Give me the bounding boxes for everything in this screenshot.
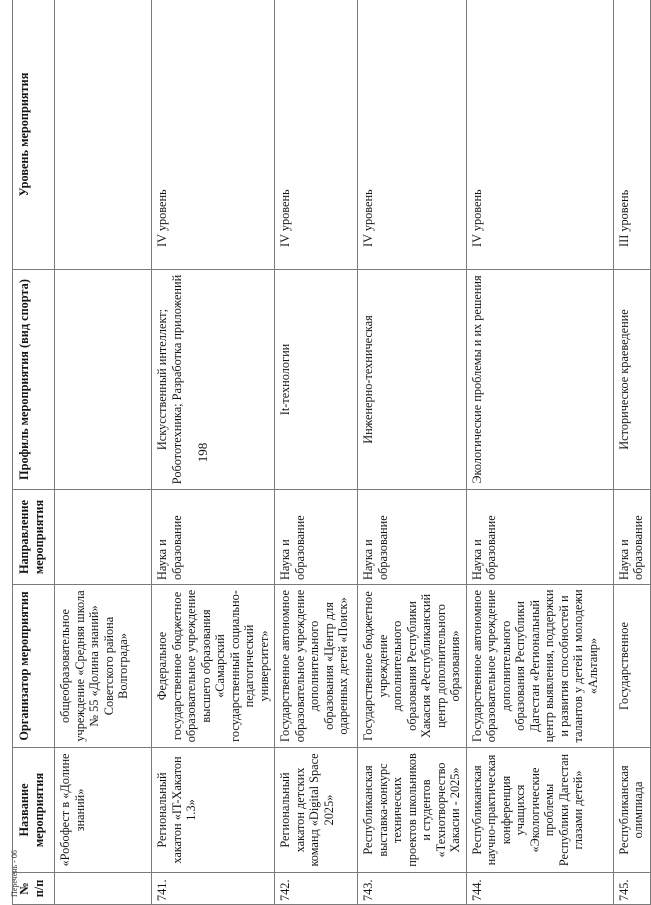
table-row — [275, 0, 358, 905]
cell-organizer: Государственное автономное образовательное учреждение дополнительного образования «Центр для одаренных детей «Поиск» — [275, 585, 358, 748]
cell-profile: It-технологии — [275, 270, 358, 490]
cell-name: Региональный хакатон «IT-Хакатон 1.3» — [152, 748, 275, 873]
header-direction: Направление мероприятия — [13, 490, 55, 585]
cell-num: 741. — [152, 873, 275, 905]
cell-num — [55, 873, 152, 905]
cell-level — [55, 0, 152, 270]
cell-num: 742. — [275, 873, 358, 905]
table-row — [466, 0, 613, 905]
cell-level: IV уровень — [152, 0, 275, 270]
cell-name: «Робофест в «Долине знаний» — [55, 748, 152, 873]
cell-organizer: Государственное — [613, 585, 650, 748]
cell-name: Республиканская выставка-конкурс технических проектов школьников и студентов «Технотворчество Хакасии - 2025» — [358, 748, 467, 873]
header-organizer: Организатор мероприятия — [13, 585, 55, 748]
cell-direction: Наука и образование — [466, 490, 613, 585]
cell-level: III уровень — [613, 0, 650, 270]
header-num: № п/п — [13, 873, 55, 905]
cell-profile: Историческое краеведение — [613, 270, 650, 490]
cell-direction — [55, 490, 152, 585]
cell-name: Региональный хакатон детских команд «Digital Space 2025» — [275, 748, 358, 873]
cell-num: 745. — [613, 873, 650, 905]
header-profile: Профиль мероприятия (вид спорта) — [13, 270, 55, 490]
cell-organizer: общеобразовательное учреждение «Средняя школа № 55 «Долина знаний» Советского района Волгограда» — [55, 585, 152, 748]
cell-direction: Наука и образование — [613, 490, 650, 585]
table-row — [613, 0, 650, 905]
table-row — [358, 0, 467, 905]
events-table — [12, 0, 651, 905]
cell-profile: Искусственный интеллект; Робототехника; Разработка приложений — [152, 270, 275, 490]
table-row — [152, 0, 275, 905]
cell-level: IV уровень — [275, 0, 358, 270]
cell-profile: Инженерно-техническая — [358, 270, 467, 490]
cell-name: Республиканская олимпиада — [613, 748, 650, 873]
table-row — [55, 0, 152, 905]
header-level: Уровень мероприятия — [13, 0, 55, 270]
cell-organizer: Государственное бюджетное учреждение дополнительного образования Республики Хакасия «Республиканский центр дополнительного образования» — [358, 585, 467, 748]
cell-organizer: Федеральное государственное бюджетное образовательное учреждение высшего образования «Самарский государственный социально-педагогический университет» — [152, 585, 275, 748]
cell-organizer: Государственное автономное образовательное учреждение дополнительного образования Республики Дагестан «Региональный центр выявления, поддержки и развития способностей и талантов у детей и молодежи «Альтаир» — [466, 585, 613, 748]
cell-level: IV уровень — [358, 0, 467, 270]
cell-num: 744. — [466, 873, 613, 905]
cell-name: Республиканская научно-практическая конференция учащихся «Экологические проблемы Республики Дагестан глазами детей» — [466, 748, 613, 873]
page-number: 198 — [195, 442, 210, 463]
cell-num: 743. — [358, 873, 467, 905]
cell-profile: Экологические проблемы и их решения — [466, 270, 613, 490]
table-header-row — [13, 0, 55, 905]
header-name: Название мероприятия — [13, 748, 55, 873]
footer-note: Перечень - 06 — [10, 850, 19, 897]
cell-level: IV уровень — [466, 0, 613, 270]
cell-direction: Наука и образование — [152, 490, 275, 585]
cell-direction: Наука и образование — [358, 490, 467, 585]
cell-direction: Наука и образование — [275, 490, 358, 585]
cell-profile — [55, 270, 152, 490]
